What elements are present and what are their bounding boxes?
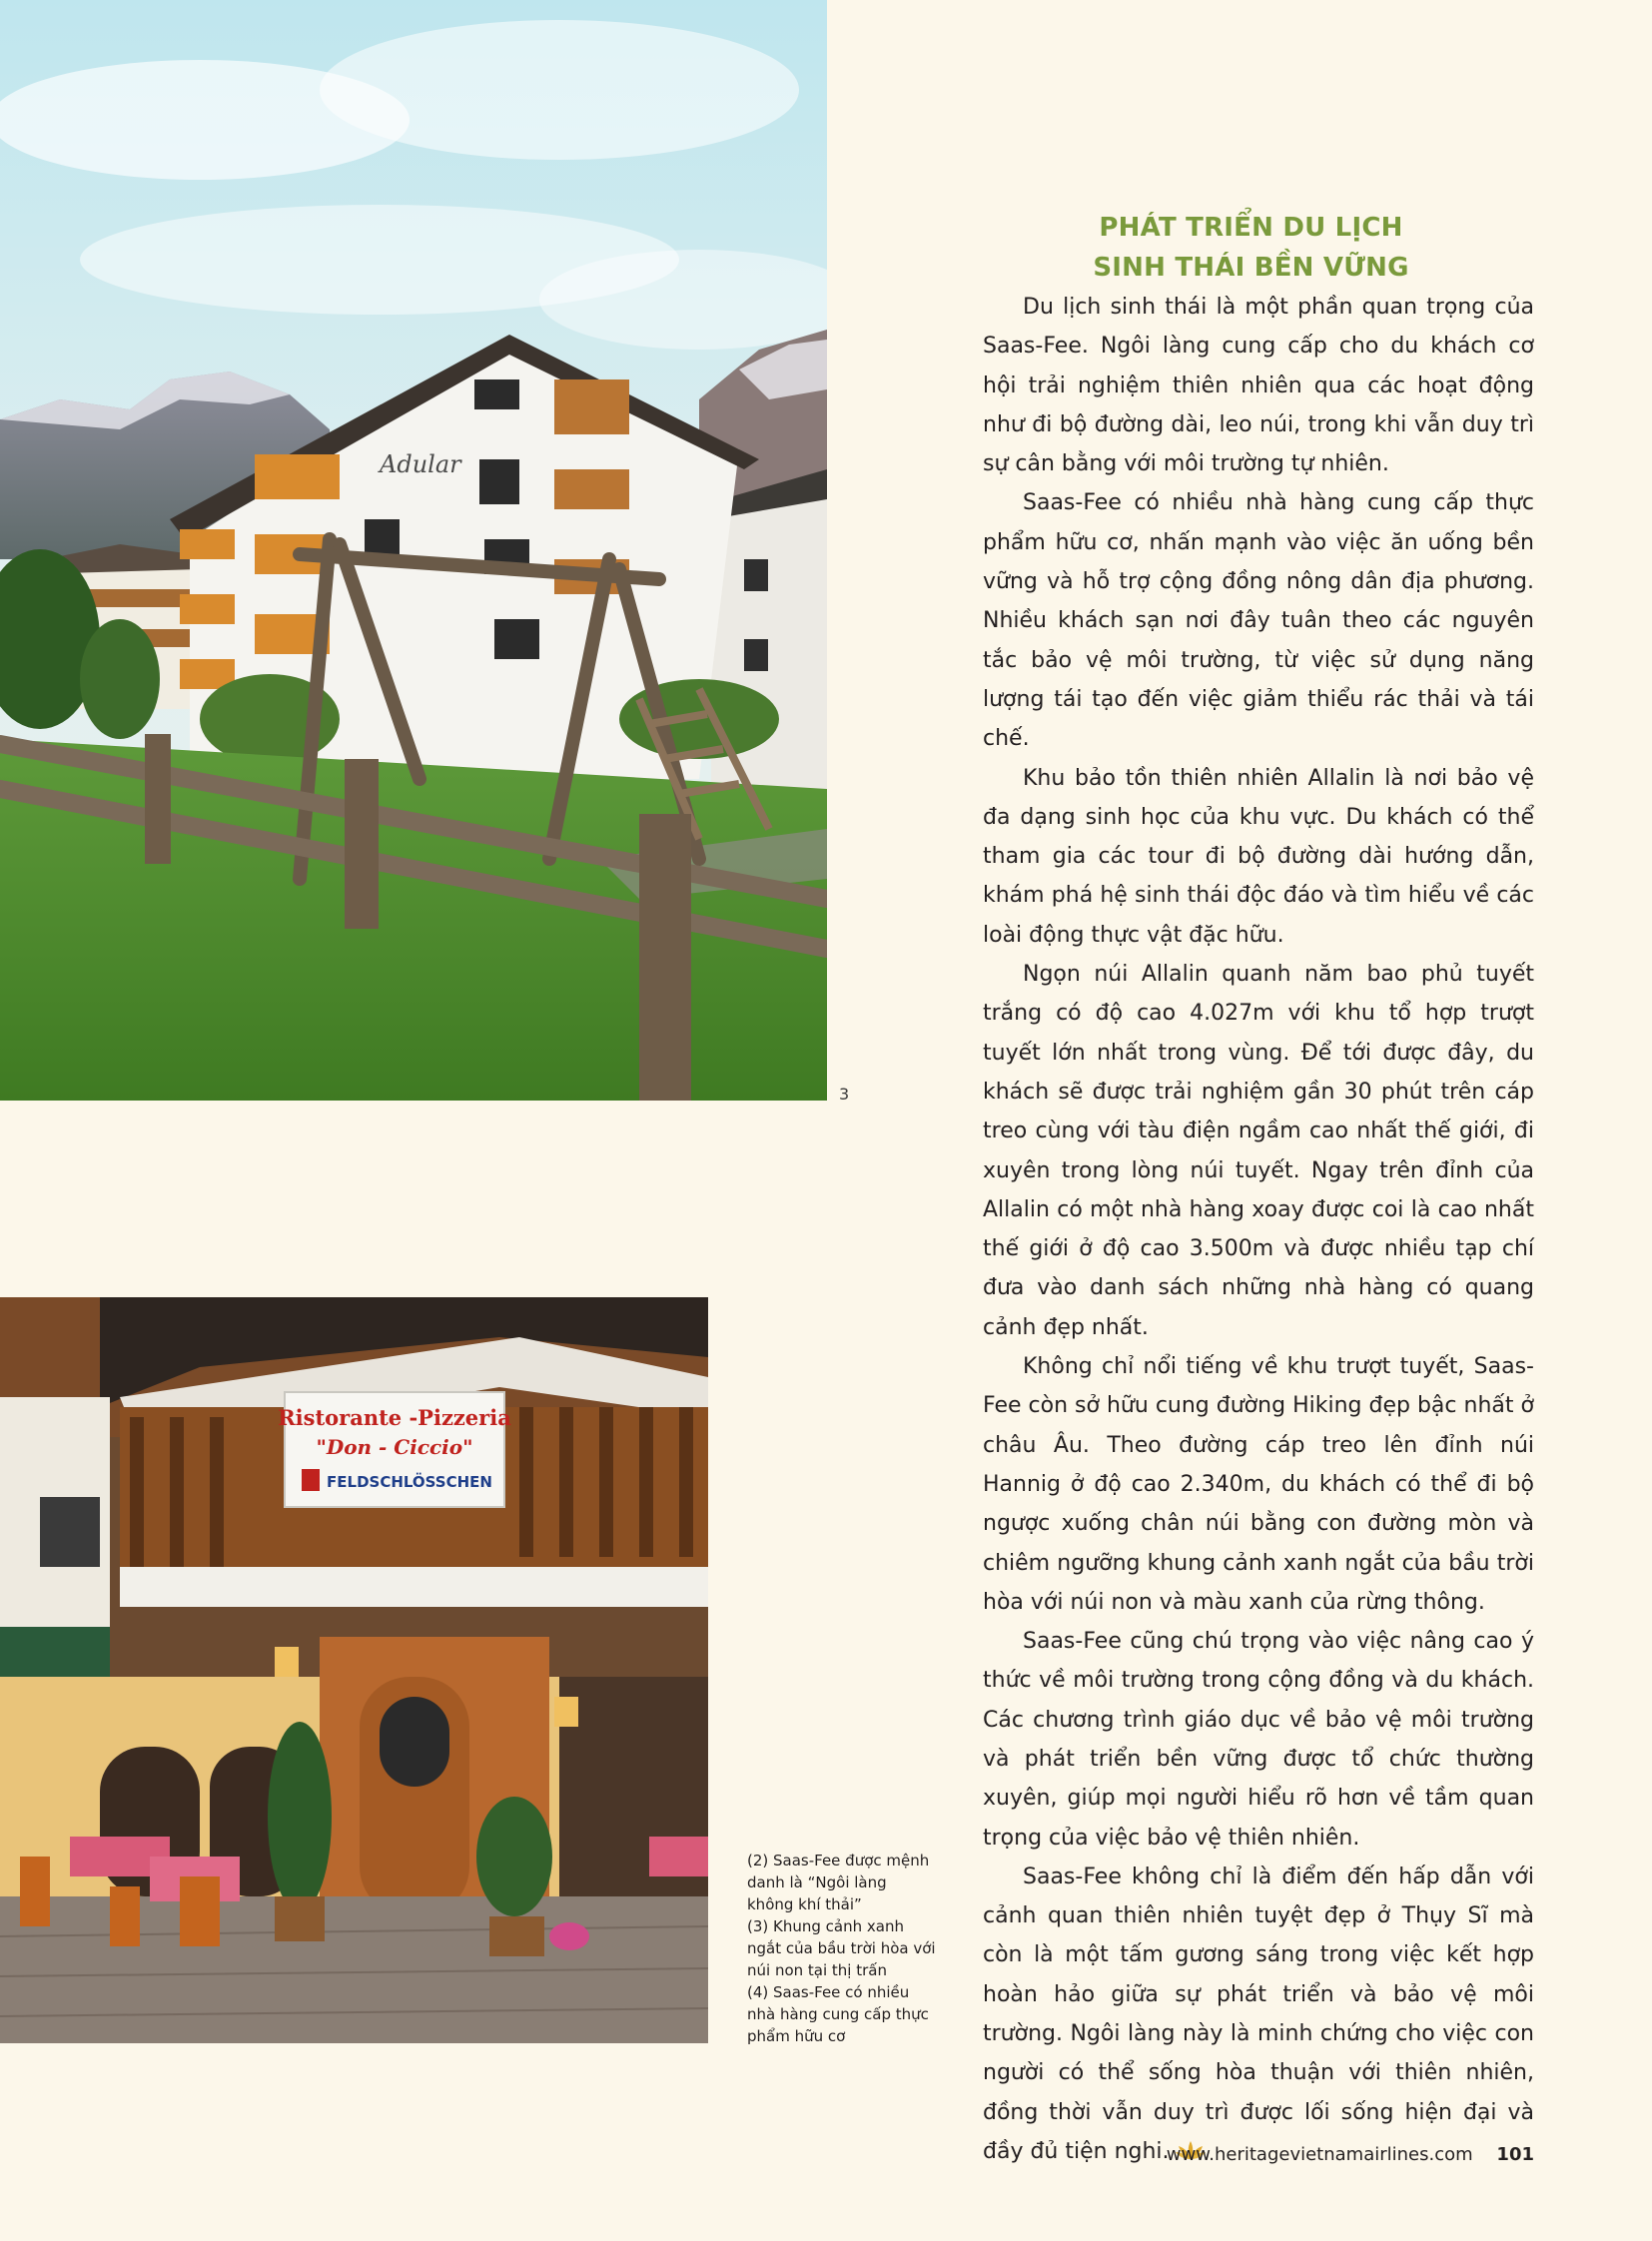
photo-number-3: 3 bbox=[839, 1085, 850, 1104]
page-number: 101 bbox=[1496, 2144, 1534, 2165]
photo-chalet-meadow-image bbox=[0, 0, 827, 1101]
article-paragraph: Saas-Fee cũng chú trọng vào việc nâng cao ý thức về môi trường trong cộng đồng và du khách. Các chương trình giáo dục về bảo vệ môi trường và phát triển bền vững được tổ chức thường xuyên, giúp mọi người hiểu rõ hơn về tầm quan trọng của việc bảo vệ thiên nhiên. bbox=[983, 1629, 1534, 1851]
article-paragraph-text: Saas-Fee không chỉ là điểm đến hấp dẫn với cảnh quan thiên nhiên tuyệt đẹp ở Thụy Sĩ mà còn là một tấm gương sáng trong việc kết hợp hoàn hảo giữa sự phát triển và bảo vệ môi trường. Ngôi làng này là minh chứng cho việc con người có thể sống hòa thuận với thiên nhiên, đồng thời vẫn duy trì được lối sống hiện đại và đầy đủ tiện nghi. bbox=[983, 1864, 1534, 2164]
pizzeria-sign-subname: "Don - Ciccio" bbox=[316, 1435, 473, 1459]
article-paragraph: Không chỉ nổi tiếng về khu trượt tuyết, Saas-Fee còn sở hữu cung đường Hiking đẹp bậc nhất ở châu Âu. Theo đường cáp treo lên đỉnh núi Hannig ở độ cao 2.340m, du khách có thể đi bộ ngược xuống chân núi bằng con đường mòn và chiêm ngưỡng khung cảnh xanh ngắt của bầu trời hòa với núi non và màu xanh của rừng thông. bbox=[983, 1354, 1534, 1615]
pizzeria-sign-name: Ristorante -Pizzeria bbox=[278, 1405, 511, 1430]
caption-line: (4) Saas-Fee có nhiều nhà hàng cung cấp thực phẩm hữu cơ bbox=[747, 1983, 929, 2045]
article-paragraph: Saas-Fee có nhiều nhà hàng cung cấp thực phẩm hữu cơ, nhấn mạnh vào việc ăn uống bền vững và hỗ trợ cộng đồng nông dân địa phương. Nhiều khách sạn nơi đây tuân theo các nguyên tắc bảo vệ môi trường, từ việc sử dụng năng lượng tái tạo đến việc giảm thiểu rác thải và tái chế. bbox=[983, 490, 1534, 752]
article-paragraph-last bbox=[983, 1858, 1534, 2171]
chalet-sign: Adular bbox=[380, 450, 461, 478]
caption-line: (2) Saas-Fee được mệnh danh là “Ngôi làng không khí thải” bbox=[747, 1852, 930, 1913]
article-paragraph: Du lịch sinh thái là một phần quan trọng của Saas-Fee. Ngôi làng cung cấp cho du khách cơ hội trải nghiệm thiên nhiên qua các hoạt động như đi bộ đường dài, leo núi, trong khi vẫn duy trì sự cân bằng với môi trường tự nhiên. bbox=[983, 295, 1534, 477]
article-paragraph: Ngọn núi Allalin quanh năm bao phủ tuyết trắng có độ cao 4.027m với khu tổ hợp trượt tuyết lớn nhất trong vùng. Để tới được đây, du khách sẽ được trải nghiệm gần 30 phút trên cáp treo cùng với tàu điện ngầm cao nhất thế giới, đi xuyên trong lòng núi tuyết. Ngay trên đỉnh của Allalin có một nhà hàng xoay được coi là cao nhất thế giới ở độ cao 3.500m và được nhiều tạp chí đưa vào danh sách những nhà hàng có quang cảnh đẹp nhất. bbox=[983, 962, 1534, 1340]
photo-pizzeria-image bbox=[0, 1297, 708, 2043]
pizzeria-sign-brand: FELDSCHLÖSSCHEN bbox=[327, 1473, 492, 1491]
headline-line: PHÁT TRIỂN DU LỊCH bbox=[1099, 213, 1403, 243]
photo-chalet-meadow bbox=[0, 0, 827, 1101]
page-footer bbox=[1167, 2144, 1534, 2165]
caption-line: (3) Khung cảnh xanh ngắt của bầu trời hòa với núi non tại thị trấn bbox=[747, 1917, 936, 1979]
photo-pizzeria bbox=[0, 1297, 708, 2043]
footer-website-link[interactable]: www.heritagevietnamairlines.com bbox=[1166, 2144, 1473, 2165]
article-body bbox=[983, 288, 1534, 2171]
headline-line: SINH THÁI BỀN VỮNG bbox=[1093, 253, 1409, 283]
photo-caption bbox=[747, 1850, 937, 2047]
article-paragraph: Khu bảo tồn thiên nhiên Allalin là nơi bảo vệ đa dạng sinh học của khu vực. Du khách có thể tham gia các tour đi bộ đường dài hướng dẫn, khám phá hệ sinh thái độc đáo và tìm hiểu về các loài động thực vật đặc hữu. bbox=[983, 765, 1534, 948]
section-headline bbox=[984, 208, 1518, 288]
